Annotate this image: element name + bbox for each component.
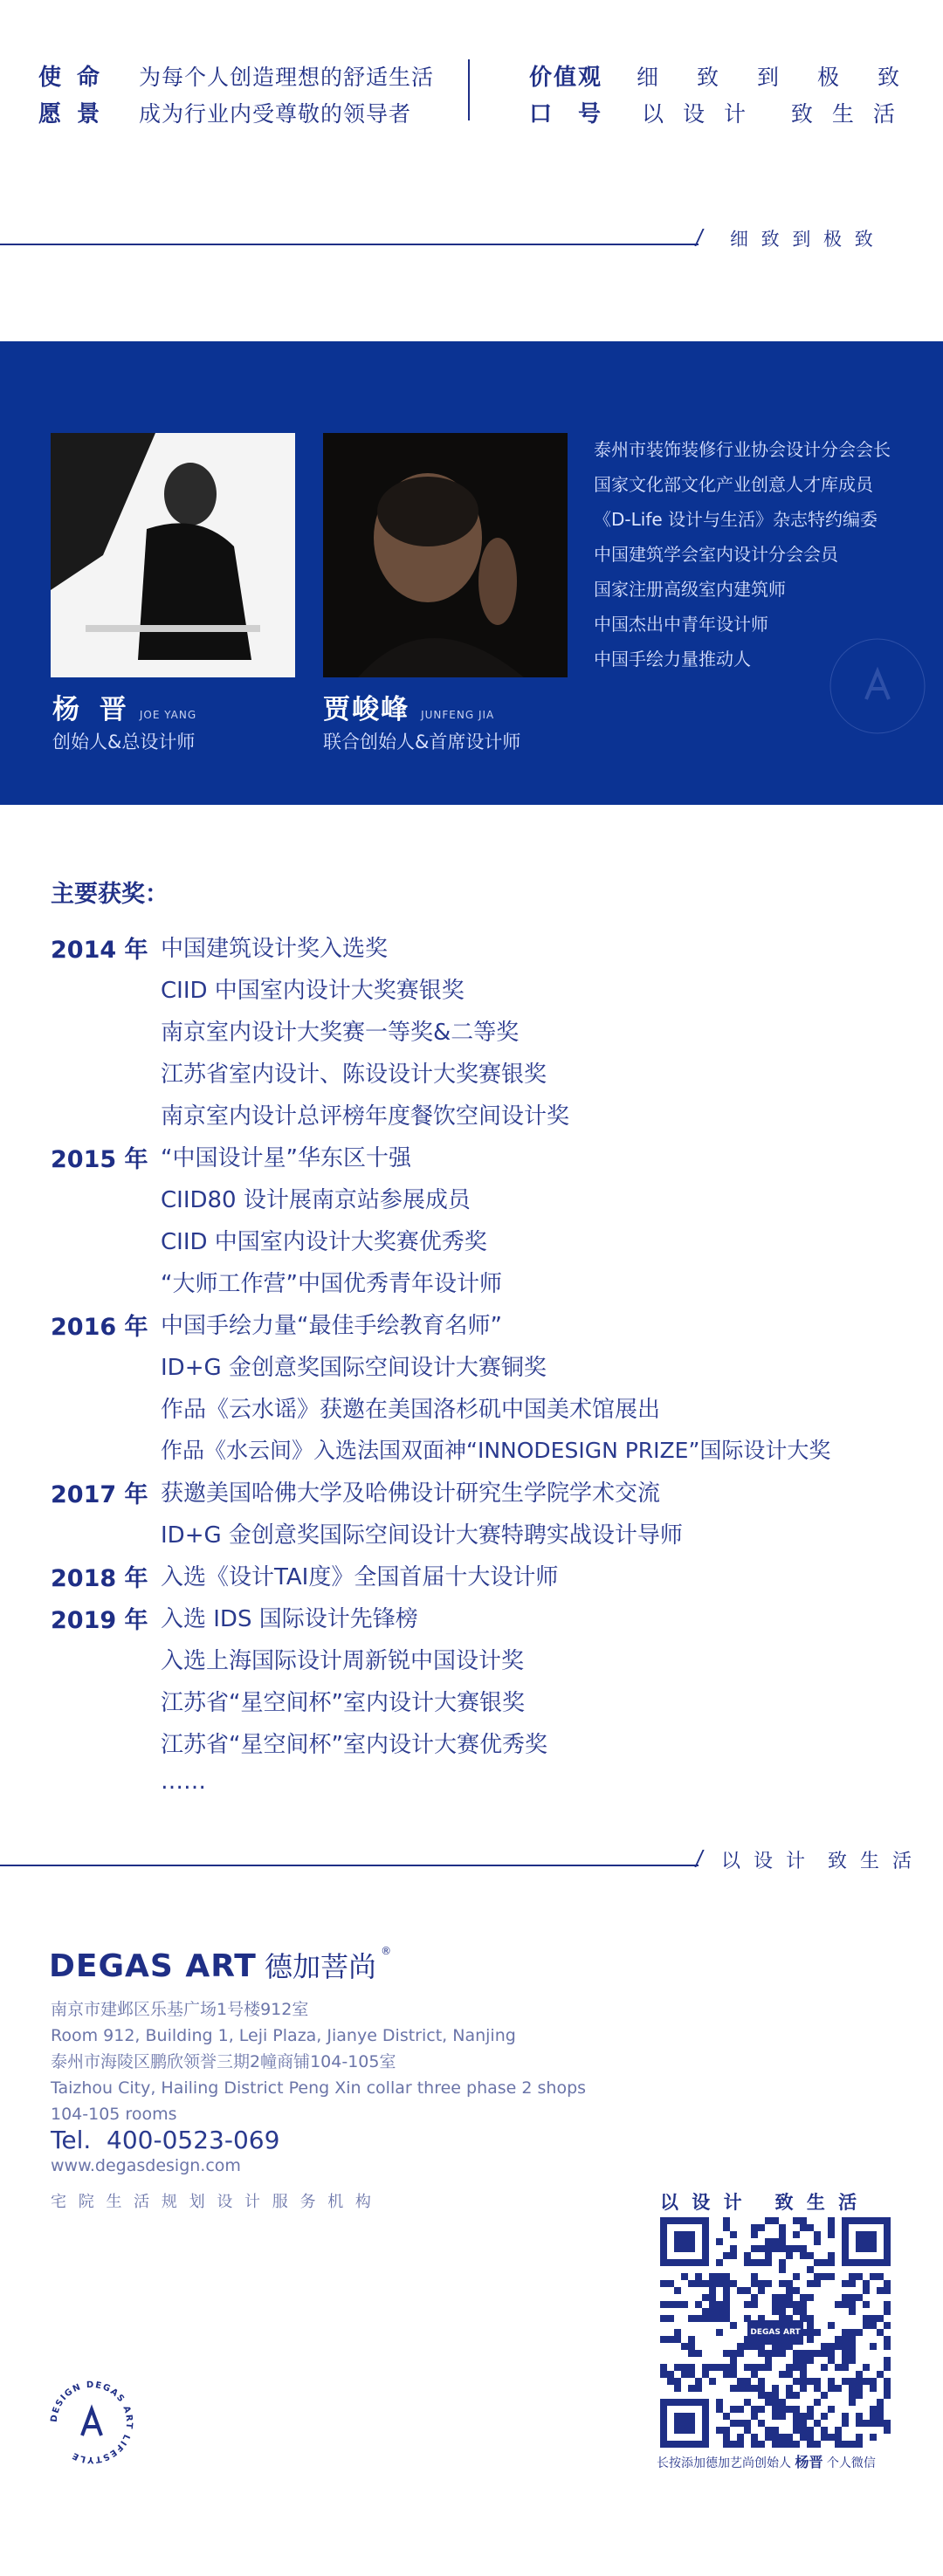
award-row xyxy=(51,1517,906,1559)
brand-logo-cn: 德加菩尚 xyxy=(264,1950,376,1983)
qr-caption-pre: 长按添加德加艺尚创始人 xyxy=(657,2456,791,2470)
service-tagline: 宅 院 生 活 规 划 设 计 服 务 机 构 xyxy=(51,2193,375,2211)
address-line: Taizhou City, Hailing District Peng Xin collar three phase 2 shops xyxy=(51,2078,587,2098)
award-row xyxy=(51,1098,906,1140)
award-row xyxy=(51,1475,906,1517)
top-vertical-divider xyxy=(468,59,470,120)
credential-item: 中国手绘力量推动人 xyxy=(594,649,751,670)
award-item: 南京室内设计大奖赛一等奖&二等奖 xyxy=(161,1020,520,1046)
qr-center-logo: DEGAS ART xyxy=(747,2320,803,2345)
award-year: 2015 年 xyxy=(51,1146,148,1173)
award-item: “中国设计星”华东区十强 xyxy=(161,1145,411,1171)
award-year: 2019 年 xyxy=(51,1607,148,1634)
brand-logo-en: DEGAS ART xyxy=(49,1948,257,1984)
contact-website: www.degasdesign.com xyxy=(51,2156,241,2175)
vision-label: 愿景 xyxy=(38,101,116,127)
award-item: 南京室内设计总评榜年度餐饮空间设计奖 xyxy=(161,1103,570,1130)
award-year: 2016 年 xyxy=(51,1314,148,1341)
founder-jia-name-en: JUNFENG JIA xyxy=(421,709,495,721)
award-row xyxy=(51,1056,906,1098)
award-row xyxy=(51,1685,906,1727)
award-item: CIID80 设计展南京站参展成员 xyxy=(161,1187,471,1213)
awards-list xyxy=(51,931,906,1810)
award-item: 入选 IDS 国际设计先锋榜 xyxy=(161,1606,418,1632)
award-item: 江苏省“星空间杯”室内设计大赛银奖 xyxy=(161,1690,525,1716)
top-divider-slash xyxy=(694,229,704,246)
bottom-divider-tagline: 以 设 计 致 生 活 xyxy=(721,1851,915,1872)
awards-ellipsis: …… xyxy=(161,1769,206,1795)
founder-yang-name-en: JOE YANG xyxy=(139,709,197,721)
award-item: 入选上海国际设计周新锐中国设计奖 xyxy=(161,1648,525,1674)
award-row xyxy=(51,1308,906,1350)
awards-heading: 主要获奖： xyxy=(51,881,169,908)
award-item: “大师工作营”中国优秀青年设计师 xyxy=(161,1271,502,1297)
award-item: 江苏省室内设计、陈设设计大奖赛银奖 xyxy=(161,1061,547,1088)
mission-label: 使命 xyxy=(38,65,116,91)
qr-caption xyxy=(657,2451,876,2471)
values-row xyxy=(529,59,938,92)
award-row xyxy=(51,1224,906,1266)
founder-yang-namebox xyxy=(52,687,196,726)
award-year: 2014 年 xyxy=(51,937,148,964)
slogan-text: 以设计 致生活 xyxy=(641,101,914,127)
svg-text:DESIGN DEGAS ART LIFESTYLE xyxy=(50,2380,134,2464)
founder-jia-namebox xyxy=(323,687,494,726)
bottom-divider-slash xyxy=(694,1850,704,1867)
founder-jia-name: 贾峻峰 xyxy=(323,694,410,725)
values-label: 价值观 xyxy=(529,65,603,91)
award-item: 中国建筑设计奖入选奖 xyxy=(161,936,389,962)
address-line: 南京市建邺区乐基广场1号楼912室 xyxy=(51,2000,309,2019)
award-row xyxy=(51,1266,906,1308)
band-seal-icon xyxy=(821,629,934,743)
award-row xyxy=(51,1559,906,1601)
address-block xyxy=(51,1996,586,2127)
award-row xyxy=(51,1391,906,1433)
award-year: 2017 年 xyxy=(51,1481,148,1508)
founders-band xyxy=(0,341,943,805)
award-year: 2018 年 xyxy=(51,1565,148,1592)
award-row xyxy=(51,1601,906,1643)
award-item: 入选《设计TAI度》全国首届十大设计师 xyxy=(161,1564,559,1590)
address-line: 泰州市海陵区鹏欣领誉三期2幢商铺104-105室 xyxy=(51,2052,396,2071)
credential-item: 泰州市装饰装修行业协会设计分会会长 xyxy=(594,439,891,460)
founder-jia-role: 联合创始人&首席设计师 xyxy=(323,732,521,752)
wechat-qr-code[interactable] xyxy=(660,2217,891,2448)
award-row xyxy=(51,1014,906,1056)
award-row xyxy=(51,1727,906,1769)
award-row xyxy=(51,1182,906,1224)
seal-text: DESIGN DEGAS ART LIFESTYLE xyxy=(49,2380,134,2465)
founder-yang-role: 创始人&总设计师 xyxy=(52,732,196,752)
award-row xyxy=(51,972,906,1014)
award-item: 获邀美国哈佛大学及哈佛设计研究生学院学术交流 xyxy=(161,1480,661,1507)
credential-item: 中国建筑学会室内设计分会会员 xyxy=(594,544,838,565)
vision-row xyxy=(38,96,411,128)
slogan-row xyxy=(529,96,914,128)
credential-item: 中国杰出中青年设计师 xyxy=(594,614,768,635)
award-item: CIID 中国室内设计大奖赛优秀奖 xyxy=(161,1229,487,1255)
credential-item: 国家注册高级室内建筑师 xyxy=(594,579,786,600)
brand-seal-icon xyxy=(44,2374,140,2470)
address-line: Room 912, Building 1, Leji Plaza, Jianye District, Nanjing xyxy=(51,2026,516,2045)
founder-yang-name: 杨 晋 xyxy=(52,694,132,725)
values-text: 细致到极致 xyxy=(636,65,938,90)
brand-logo xyxy=(49,1945,391,1985)
address-line: 104-105 rooms xyxy=(51,2105,177,2124)
registered-mark-icon: ® xyxy=(381,1945,392,1957)
credential-item: 国家文化部文化产业创意人才库成员 xyxy=(594,474,873,495)
award-item: CIID 中国室内设计大奖赛银奖 xyxy=(161,978,465,1004)
award-row xyxy=(51,1350,906,1391)
founder-photo-yang-art xyxy=(51,433,295,677)
top-divider-tagline: 细 致 到 极 致 xyxy=(730,229,877,250)
qr-caption-name: 杨晋 xyxy=(795,2454,823,2470)
award-item: 作品《云水谣》获邀在美国洛杉矶中国美术馆展出 xyxy=(161,1397,661,1423)
founder-photo-jia-art xyxy=(323,433,568,677)
credential-item: 《D-Life 设计与生活》杂志特约编委 xyxy=(594,509,878,530)
qr-caption-post: 个人微信 xyxy=(826,2456,876,2470)
award-item: ID+G 金创意奖国际空间设计大赛铜奖 xyxy=(161,1355,547,1381)
mission-text: 为每个人创造理想的舒适生活 xyxy=(138,65,434,90)
award-row xyxy=(51,1643,906,1685)
award-row xyxy=(51,1140,906,1182)
award-item: ID+G 金创意奖国际空间设计大赛特聘实战设计导师 xyxy=(161,1522,683,1549)
award-item: 江苏省“星空间杯”室内设计大赛优秀奖 xyxy=(161,1732,547,1758)
slogan-label: 口号 xyxy=(529,101,628,127)
award-item: 中国手绘力量“最佳手绘教育名师” xyxy=(161,1313,502,1339)
award-row xyxy=(51,931,906,972)
award-row xyxy=(51,1433,906,1475)
contact-tel: Tel. 400-0523-069 xyxy=(51,2126,280,2154)
top-divider-line xyxy=(0,244,699,245)
award-item: 作品《水云间》入选法国双面神“INNODESIGN PRIZE”国际设计大奖 xyxy=(161,1438,831,1463)
qr-slogan: 以 设 计 致 生 活 xyxy=(660,2192,861,2213)
founder-photo-jia xyxy=(323,433,568,677)
mission-row xyxy=(38,59,434,92)
bottom-divider-line xyxy=(0,1865,699,1866)
award-row xyxy=(51,1769,906,1810)
vision-text: 成为行业内受尊敬的领导者 xyxy=(138,101,411,127)
founder-photo-yang xyxy=(51,433,295,677)
